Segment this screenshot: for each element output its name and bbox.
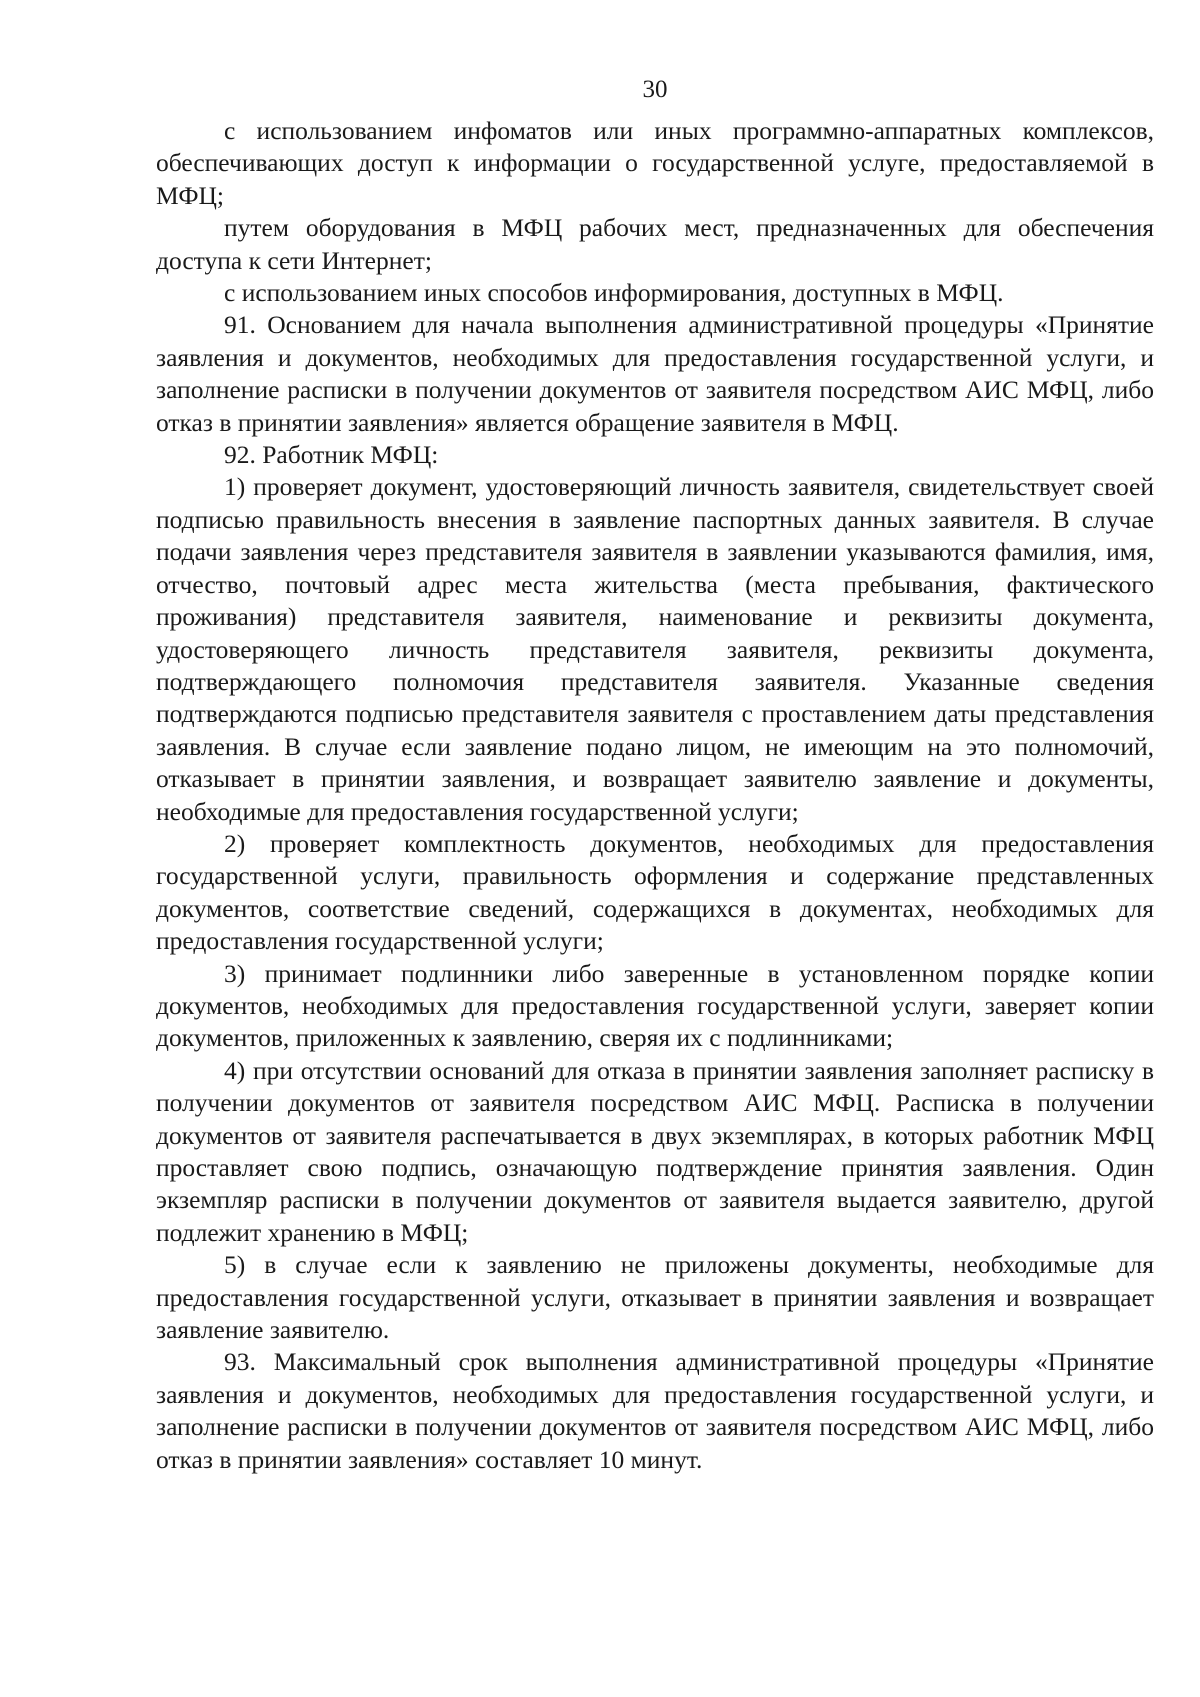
page-number: 30 [642, 76, 668, 103]
paragraph-93: 93. Максимальный срок выполнения административной процедуры «Принятие заявления и документов, необходимых для предоставления государственной услуги, и заполнение расписки в получении документов от заявителя посредством АИС МФЦ, либо отказ в принятии заявления» составляет 10 минут. [156, 1347, 1154, 1474]
paragraph-92-item-3: 3) принимает подлинники либо заверенные в установленном порядке копии документов, необходимых для предоставления государственной услуги, заверяет копии документов, приложенных к заявлению, сверяя их с подлинниками; [156, 958, 1154, 1053]
paragraph-92-item-1: 1) проверяет документ, удостоверяющий личность заявителя, свидетельствует своей подписью правильность внесения в заявление паспортных данных заявителя. В случае подачи заявления через представителя заявителя в заявлении указываются фамилия, имя, отчество, почтовый адрес места жительства (места пребывания, фактического проживания) представителя заявителя, наименование и реквизиты документа, удостоверяющего личность представителя заявителя, реквизиты документа, подтверждающего полномочия представителя заявителя. Указанные сведения подтверждаются подписью представителя заявителя с проставлением даты представления заявления. В случае если заявление подано лицом, не имеющим на это полномочий, отказывает в принятии заявления, и возвращает заявителю заявление и документы, необходимые для предоставления государственной услуги; [156, 472, 1154, 826]
paragraph-92: 92. Работник МФЦ: [224, 440, 439, 470]
paragraph-92-item-4: 4) при отсутствии оснований для отказа в принятии заявления заполняет расписку в получении документов от заявителя посредством АИС МФЦ. Расписка в получении документов от заявителя распечатывается в двух экземплярах, в которых работник МФЦ проставляет свою подпись, означающую подтверждение принятия заявления. Один экземпляр расписки в получении документов от заявителя выдается заявителю, другой подлежит хранению в МФЦ; [156, 1055, 1154, 1247]
paragraph-92-item-2: 2) проверяет комплектность документов, необходимых для предоставления государственной услуги, правильность оформления и содержание представленных документов, соответствие сведений, содержащихся в документах, необходимых для предоставления государственной услуги; [156, 828, 1154, 956]
paragraph-other-methods: с использованием иных способов информирования, доступных в МФЦ. [224, 278, 1004, 308]
paragraph-92-item-5: 5) в случае если к заявлению не приложены документы, необходимые для предоставления государственной услуги, отказывает в принятии заявления и возвращает заявление заявителю. [156, 1250, 1154, 1345]
paragraph-workplaces: путем оборудования в МФЦ рабочих мест, предназначенных для обеспечения доступа к сети Интернет; [156, 213, 1154, 275]
paragraph-infomats: с использованием инфоматов или иных программно-аппаратных комплексов, обеспечивающих доступ к информации о государственной услуге, предоставляемой в МФЦ; [156, 116, 1154, 210]
paragraph-91: 91. Основанием для начала выполнения административной процедуры «Принятие заявления и документов, необходимых для предоставления государственной услуги, и заполнение расписки в получении документов от заявителя посредством АИС МФЦ, либо отказ в принятии заявления» является обращение заявителя в МФЦ. [156, 310, 1154, 437]
document-body [156, 115, 1154, 1476]
